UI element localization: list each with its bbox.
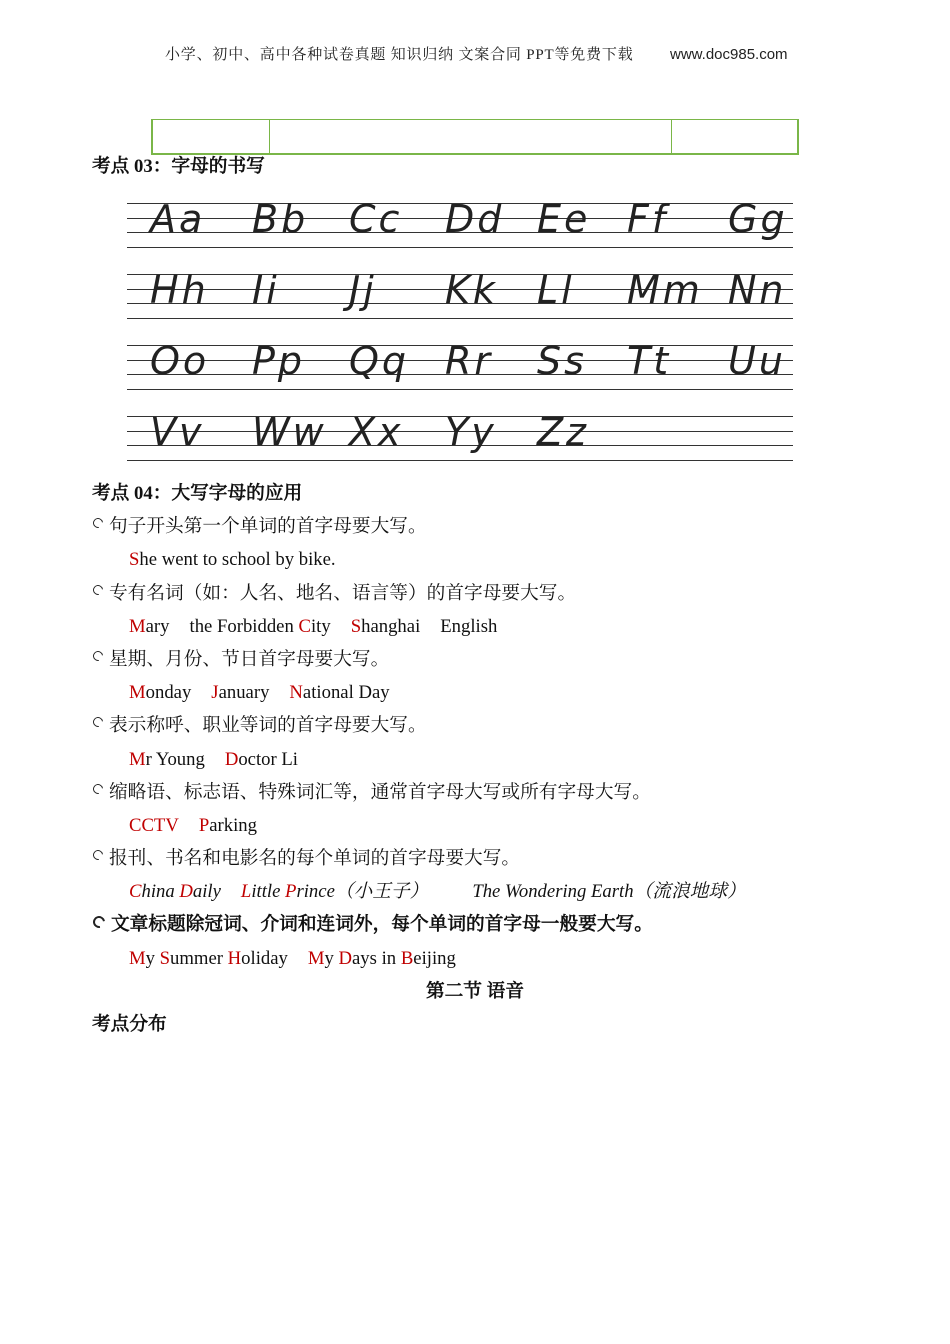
rule-text: 句子开头第一个单词的首字母要大写。	[109, 516, 427, 538]
bullet-icon	[91, 516, 105, 530]
letter-pair: Kk	[445, 268, 498, 312]
rule-examples	[92, 875, 858, 908]
example-text-red: CCTV	[129, 814, 179, 836]
example-text: ity	[310, 615, 331, 637]
example-text: ational Day	[302, 682, 390, 704]
bullet-icon	[91, 715, 105, 729]
example-text-red: J	[211, 682, 219, 704]
example-text-red: N	[289, 682, 303, 704]
letter-pair: Cc	[349, 197, 403, 241]
rule-statement	[92, 510, 858, 543]
example-text-red: C	[129, 881, 142, 903]
letter-pair: Nn	[728, 268, 787, 312]
rule-statement	[92, 709, 858, 742]
example-item	[190, 616, 331, 637]
example-text: he went to school by bike.	[139, 549, 336, 571]
letter-pair: Zz	[537, 410, 589, 454]
example-text-red: H	[227, 947, 242, 969]
letter-pair: Vv	[150, 410, 205, 454]
example-text-red: P	[198, 814, 210, 836]
bullet-icon	[91, 583, 105, 597]
example-text-red: B	[400, 947, 414, 969]
example-text: y	[324, 947, 339, 969]
letter-pair: Ss	[537, 339, 587, 383]
bullet-icon	[91, 782, 105, 796]
rule-examples	[92, 809, 858, 842]
example-text: eijing	[413, 947, 456, 969]
rule-item	[92, 643, 858, 709]
example-item	[129, 815, 179, 836]
example-text: octor Li	[238, 748, 299, 770]
rule-statement	[92, 776, 858, 809]
section-heading-03: 考点 03：字母的书写	[92, 156, 265, 177]
example-item	[199, 815, 257, 836]
example-text: r Young	[145, 748, 205, 770]
example-text: ays in	[352, 947, 401, 969]
letter-pair: Qq	[349, 339, 410, 383]
example-item	[129, 549, 336, 570]
table-cell	[671, 120, 797, 153]
example-text-red: S	[350, 615, 362, 637]
example-item	[351, 616, 421, 637]
rule-statement	[92, 908, 858, 941]
example-text-red: C	[298, 615, 311, 637]
letter-pair: Rr	[445, 339, 494, 383]
letter-pair: Gg	[728, 197, 788, 241]
example-text-red: L	[240, 881, 252, 903]
rule-text: 专有名词（如：人名、地名、语言等）的首字母要大写。	[109, 582, 577, 604]
bullet-icon	[91, 649, 105, 663]
letter-pair: Ww	[252, 410, 327, 454]
example-text: ary	[145, 615, 170, 637]
letter-pair: Pp	[252, 339, 306, 383]
letter-row	[127, 339, 793, 391]
ruling-line	[127, 389, 793, 390]
example-item	[129, 749, 205, 770]
example-text-red: M	[129, 748, 146, 770]
rule-examples	[92, 942, 858, 975]
example-text-red: D	[179, 881, 193, 903]
letter-pair: Mm	[627, 268, 703, 312]
example-text-red: S	[159, 947, 171, 969]
rules-list	[92, 510, 858, 975]
example-text: hanghai	[361, 615, 421, 637]
rule-examples	[92, 676, 858, 709]
rule-text: 文章标题除冠词、介词和连词外，每个单词的首字母一般要大写。	[111, 914, 653, 936]
example-item	[225, 749, 298, 770]
example-text-red: M	[307, 947, 325, 969]
rule-text: 表示称呼、职业等词的首字母要大写。	[109, 715, 427, 737]
example-text-red: M	[129, 615, 146, 637]
header-slogan: 小学、初中、高中各种试卷真题 知识归纳 文案合同 PPT等免费下载	[165, 47, 634, 63]
ruling-line	[127, 460, 793, 461]
letter-pair: Ii	[252, 268, 280, 312]
example-text-red: S	[129, 549, 140, 571]
rule-text: 缩略语、标志语、特殊词汇等，通常首字母大写或所有字母大写。	[109, 781, 651, 803]
example-text: the Forbidden	[189, 615, 299, 637]
letter-pair: Tt	[627, 339, 672, 383]
rule-examples	[92, 610, 858, 643]
example-text: anuary	[218, 682, 270, 704]
bullet-icon	[91, 848, 105, 862]
rule-statement	[92, 842, 858, 875]
example-text: The Wondering Earth（流浪地球）	[472, 881, 746, 903]
ruling-line	[127, 247, 793, 248]
letter-pair: Jj	[349, 268, 377, 312]
letter-pair: Aa	[150, 197, 206, 241]
rule-examples	[92, 743, 858, 776]
example-text-red: M	[129, 682, 146, 704]
letter-row	[127, 410, 793, 462]
rule-text: 报刊、书名和电影名的每个单词的首字母要大写。	[109, 848, 521, 870]
rule-item	[92, 510, 858, 576]
letter-pair: Xx	[349, 410, 404, 454]
bullet-icon	[91, 914, 108, 931]
letter-pair: Hh	[150, 268, 209, 312]
example-item	[129, 948, 288, 969]
example-text: y	[145, 947, 160, 969]
letter-pair: Bb	[252, 197, 309, 241]
example-text: onday	[145, 682, 192, 704]
rule-item	[92, 709, 858, 775]
letter-pair: Uu	[728, 339, 786, 383]
section-title-voice: 第二节 语音	[425, 980, 525, 1002]
rule-text: 星期、月份、节日首字母要大写。	[109, 648, 390, 670]
example-text: arking	[209, 814, 257, 836]
letter-pair: Ee	[537, 197, 591, 241]
letter-row	[127, 268, 793, 320]
rule-item	[92, 577, 858, 643]
example-item	[440, 616, 497, 637]
example-text: hina	[141, 881, 180, 903]
letter-pair: Ll	[537, 268, 575, 312]
example-item	[129, 881, 221, 902]
example-text-red: P	[285, 881, 297, 903]
rule-statement	[92, 577, 858, 610]
example-text-red: D	[338, 947, 353, 969]
example-item	[129, 682, 191, 703]
example-text: aily	[192, 881, 221, 903]
rule-item	[92, 776, 858, 842]
rule-item	[92, 842, 858, 908]
example-text: ittle	[251, 881, 286, 903]
example-item	[472, 881, 745, 902]
example-text: rince（小王子）	[296, 881, 429, 903]
letter-pair: Oo	[150, 339, 210, 383]
rule-item	[92, 908, 858, 974]
rule-statement	[92, 643, 858, 676]
ruling-line	[127, 318, 793, 319]
rule-examples	[92, 543, 858, 576]
example-text-red: D	[224, 748, 239, 770]
table-cell	[269, 120, 671, 153]
letter-pair: Dd	[445, 197, 505, 241]
example-text: English	[440, 615, 498, 637]
section-heading-distribution: 考点分布	[92, 1014, 167, 1035]
section-04	[92, 477, 858, 1041]
table-cell	[153, 120, 269, 153]
letter-pair: Ff	[627, 197, 669, 241]
example-text: oliday	[241, 947, 288, 969]
section-heading-04: 考点 04：大写字母的应用	[92, 483, 303, 504]
example-text-red: M	[129, 947, 146, 969]
example-item	[241, 881, 428, 902]
header-url: www.doc985.com	[670, 46, 788, 63]
example-item	[129, 616, 170, 637]
example-text: ummer	[170, 947, 228, 969]
example-item	[308, 948, 456, 969]
letter-row	[127, 197, 793, 249]
example-item	[211, 682, 269, 703]
example-item	[289, 682, 389, 703]
letter-pair: Yy	[445, 410, 497, 454]
